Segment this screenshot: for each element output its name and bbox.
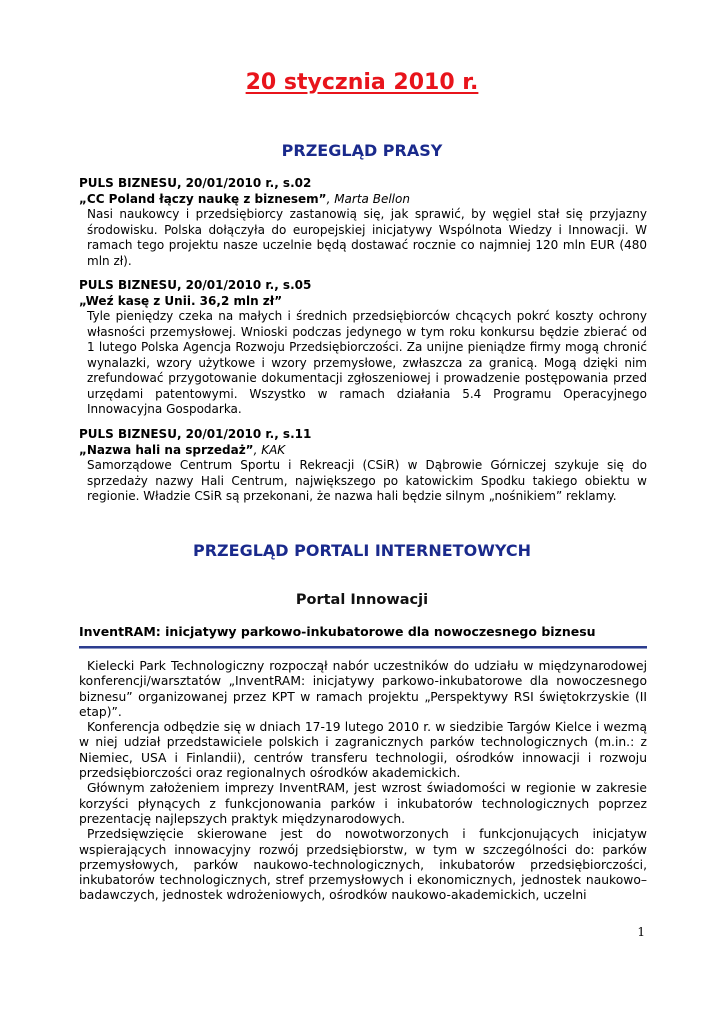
- page-number: 1: [637, 925, 645, 939]
- article-source: PULS BIZNESU, 20/01/2010 r., s.02: [79, 176, 312, 190]
- portal-item-body: [79, 659, 647, 904]
- article-title: „Nazwa hali na sprzedaż”: [79, 442, 254, 457]
- portal-item-title: InventRAM: inicjatywy parkowo-inkubatorowe dla nowoczesnego biznesu: [79, 624, 596, 639]
- article-author: , Marta Bellon: [326, 191, 410, 206]
- article-2: [79, 278, 647, 418]
- article-author: , KAK: [253, 442, 286, 457]
- paragraph: Konferencja odbędzie się w dniach 17-19 lutego 2010 r. w siedzibie Targów Kielce i wezmą w niej udział przedstawiciele polskich i zagranicznych parków technologicznych (m.in.: z Niemiec, USA i Finlandii), centrów transferu technologii, ośrodków innowacji i rozwoju przedsiębiorczości oraz regionalnych ośrodków akademickich.: [79, 720, 647, 781]
- portal-review-heading: PRZEGLĄD PORTALI INTERNETOWYCH: [193, 541, 531, 560]
- article-1: [79, 176, 647, 269]
- article-source: PULS BIZNESU, 20/01/2010 r., s.05: [79, 278, 312, 292]
- article-body: Samorządowe Centrum Sportu i Rekreacji (CSiR) w Dąbrowie Górniczej szykuje się do sprzedaży nazwy Hali Centrum, największego po katowickim Spodku takiego obiektu w regionie. Władzie CSiR są przekonani, że nazwa hali będzie silnym „nośnikiem” reklamy.: [87, 458, 647, 503]
- paragraph: Kielecki Park Technologiczny rozpoczął nabór uczestników do udziału w międzynarodowej konferencji/warsztatów „InventRAM: inicjatywy parkowo-inkubatorowe dla nowoczesnego biznesu” organizowanej przez KPT w ramach projektu „Perspektywy RSI świętokrzyskie (II etap)”.: [79, 659, 647, 719]
- article-title: „Weź kasę z Unii. 36,2 mln zł”: [79, 293, 283, 308]
- portal-name: Portal Innowacji: [295, 592, 429, 608]
- press-review-heading: PRZEGLĄD PRASY: [281, 141, 443, 160]
- paragraph: Głównym założeniem imprezy InventRAM, jest wzrost świadomości w regionie w zakresie korzyści płynących z funkcjonowania parków i inkubatorów technologicznych poprzez prezentację najlepszych praktyk międzynarodowych.: [79, 781, 647, 826]
- article-body: Tyle pieniędzy czeka na małych i średnich przedsiębiorców chcących pokrć koszty ochrony własności przemysłowej. Wnioski podczas jedynego w tym roku konkursu będzie zbierać od 1 lutego Polska Agencja Rozwoju Przedsiębiorczości. Za unijne pieniądze firmy mogą chronić wynalazki, wzory użytkowe i wzory przemysłowe, zwłaszcza za granicą. Mogą dzięki nim zrefundować przygotowanie dokumentacji zgłoszeniowej i prowadzenie postępowania przed urzędami patentowymi. Wszystko w ramach działania 5.4 Programu Operacyjnego Innowacyjna Gospodarka.: [87, 309, 647, 416]
- page-title: 20 stycznia 2010 r.: [245, 70, 479, 95]
- article-3: [79, 427, 647, 505]
- article-body: Nasi naukowcy i przedsiębiorcy zastanowią się, jak sprawić, by węgiel stał się przyjazny środowisku. Polska dołączyła do europejskiej inicjatywy Wspólnota Wiedzy i Innowacji. W ramach tego projektu nasze uczelnie będą dostawać rocznie co najmniej 120 mln EUR (480 mln zł).: [87, 207, 647, 268]
- heading-rule: [79, 646, 647, 649]
- article-source: PULS BIZNESU, 20/01/2010 r., s.11: [79, 427, 312, 441]
- article-title: „CC Poland łączy naukę z biznesem”: [79, 191, 327, 206]
- paragraph: Przedsięwzięcie skierowane jest do nowotworzonych i funkcjonujących inicjatyw wspierających innowacyjny rozwój przedsiębiorstw, w tym w szczególności do: parków przemysłowych, parków naukowo-technologicznych, inkubatorów przedsiębiorczości, inkubatorów technologicznych, stref przemysłowych i ekonomicznych, jednostek naukowo–badawczych, jednostek wdrożeniowych, ośrodków naukowo-akademickich, uczelni: [79, 827, 647, 903]
